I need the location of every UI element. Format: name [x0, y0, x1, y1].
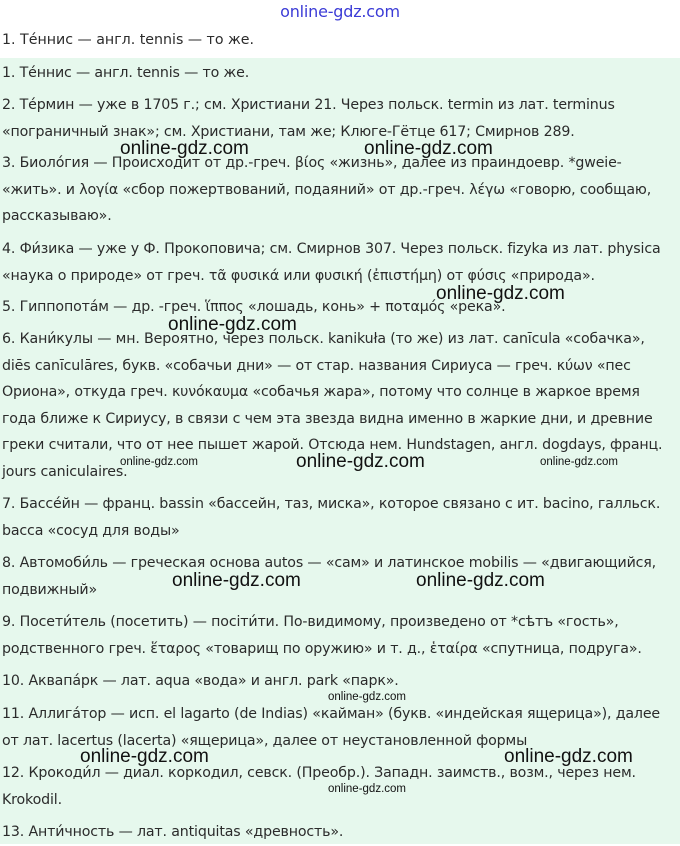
watermark: online-gdz.com [120, 138, 249, 159]
watermark: online-gdz.com [296, 451, 425, 472]
entry-13 [2, 819, 678, 846]
entry-line: 5. Гиппопота́м — др. -греч. ἵππος «лошадь, конь» + ποταμός «река». [2, 299, 506, 315]
watermark: online-gdz.com [328, 691, 406, 703]
entry-line: родственного греч. ἕταρος «товарищ по оружию» и т. д., ἑταίρα «спутница, подруга». [2, 640, 642, 657]
entry-line: 7. Бассе́йн — франц. bassin «бассейн, таз, миска», которое связано с ит. bacino, галльск. [2, 496, 661, 512]
watermark: online-gdz.com [364, 138, 493, 159]
watermark: online-gdz.com [80, 746, 209, 767]
watermark: online-gdz.com [540, 456, 618, 468]
entry-line: 6. Кани́кулы — мн. Вероятно, через польск. kanikułа (то же) из лат. canīcula «собачка», [2, 331, 645, 347]
entry-line: 13. Анти́чность — лат. antiquitas «древность». [2, 824, 344, 840]
entry-line: 12. Крокоди́л — диал. коркодил, севск. (Преобр.). Западн. заимств., возм., через нем. [2, 765, 636, 781]
watermark: online-gdz.com [120, 456, 198, 468]
entry-line: 3. Биоло́гия — Происходит от др.-греч. βίος «жизнь», далее из праиндоевр. *gweie- [2, 155, 622, 171]
entry-10 [2, 668, 678, 695]
entry-11 [2, 701, 678, 754]
entry-line: bacca «сосуд для воды» [2, 522, 180, 539]
watermark: online-gdz.com [168, 314, 297, 335]
watermark: online-gdz.com [416, 570, 545, 591]
entry-line: 9. Посети́тель (посетить) — посіти́ти. По-видимому, произведено от *сѣтъ «гость», [2, 614, 619, 630]
watermark: online-gdz.com [172, 570, 301, 591]
entry-line: diēs canīculāres, букв. «собачьи дни» — от стар. названия Сириуса — греч. κύων «пес [2, 357, 631, 374]
entry-line: 1. Те́ннис — англ. tennis — то же. [2, 65, 250, 81]
entry-line: «наука о природе» от греч. τᾶ φυσικά или φυσική (ἐπιστήμη) от φύσις «природа». [2, 267, 595, 284]
entry-line: «пограничный знак»; см. Христиани, там же; Клюге-Гётце 617; Смирнов 289. [2, 123, 575, 140]
lead-line: 1. Те́ннис — англ. tennis — то же. [2, 32, 255, 48]
watermark: online-gdz.com [436, 283, 565, 304]
entry-6 [2, 326, 678, 485]
watermark: online-gdz.com [328, 783, 406, 795]
entry-line: 8. Автомоби́ль — греческая основа autos — «сам» и латинское mobilis — «двигающийся, [2, 555, 657, 571]
entry-line: jours caniculaires. [2, 463, 128, 480]
entry-line: 10. Аквапа́рк — лат. aqua «вода» и англ. park «парк». [2, 673, 399, 689]
entry-12 [2, 760, 678, 813]
entry-8 [2, 550, 678, 603]
entry-line: года ближе к Сириусу, в связи с чем эта звезда видна именно в жаркие дни, и древние [2, 410, 653, 427]
entry-line: 2. Те́рмин — уже в 1705 г.; см. Христиани 21. Через польск. termin из лат. terminus [2, 97, 615, 113]
entry-line: греки считали, что от нее пышет жарой. Отсюда нем. Hundstagen, англ. dogdays, франц. [2, 437, 663, 453]
entry-line: 4. Фи́зика — уже у Ф. Прокоповича; см. Смирнов 307. Через польск. fizyka из лат. physica [2, 241, 661, 257]
entry-line: Krokodil. [2, 791, 62, 808]
watermark: online-gdz.com [504, 746, 633, 767]
entry-line: Ориона», откуда греч. κυνόκαυμα «собачья жара», потому что солнце в жаркое время [2, 384, 640, 400]
entry-2 [2, 92, 678, 145]
site-header [0, 0, 680, 26]
site-link[interactable]: online-gdz.com [280, 2, 400, 21]
entry-9 [2, 609, 678, 662]
entry-line: «жить». и λογία «сбор пожертвований, подаяний» от др.-греч. λέγω «говорю, сообщаю, [2, 181, 652, 198]
entry-line: подвижный» [2, 581, 98, 598]
entry-line: рассказываю». [2, 208, 112, 224]
entry-3 [2, 150, 678, 230]
entry-1 [2, 60, 678, 87]
entry-5 [2, 294, 678, 321]
entry-4 [2, 236, 678, 289]
entry-7 [2, 491, 678, 544]
entry-line: 11. Аллига́тор — исп. el lagarto (de Indias) «кайман» (букв. «индейская ящерица»), далее [2, 706, 661, 722]
entry-line: от лат. lacertus (lacerta) «ящерица», далее от неустановленной формы [2, 732, 528, 749]
answer-box [0, 58, 680, 844]
